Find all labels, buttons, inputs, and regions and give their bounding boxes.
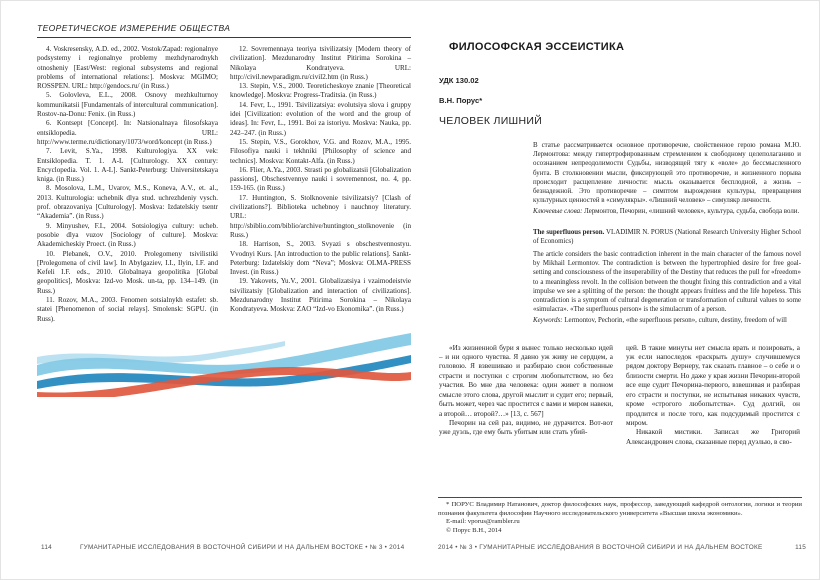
reference-item: 13. Stepin, V.S., 2000. Teoreticheskoye znanie [Theoretical knowledge]. Moskva: Progress-Traditsia. (in Russ.) [230,82,411,100]
references-column-2 [230,45,411,324]
abstract-english: The article considers the basic contradiction inherent in the main character of the famous novel by Mikhail Lermontov. The contradiction is between the hypertrophied desire for free goal-setting and consciousness of the insuperability of the Destiny that reduces the pull for «freedom» to a meaningless revolt. In the collision between the thought fixing this contradiction and a vital impulse we see a splitting of the person: the thought appears fruitless and the life hopeless. This contradiction is a symptom of cultural degeneration or transformation of cultural values to some «simulacra». «The superfluous person» is the simulacrum of a person. [533,251,801,314]
reference-item: 5. Golovleva, E.L., 2008. Osnovy mezhkulturnoy kommunikatsii [Fundamentals of intercultural communication]. Rostov-na-Donu: Fenix. (in Russ.) [37,91,218,119]
page-number-right: 115 [795,544,806,551]
keywords-en-label: Keywords: [533,317,563,325]
keywords-russian [533,207,801,216]
reference-item: 16. Flier, A.Ya., 2003. Strasti po globalizatsii [Globalization passions], Obschestvennye nauki i sovremennost, no. 4, pp. 159-165. (in Russ.) [230,165,411,193]
reference-item: 15. Stepin, V.S., Gorokhov, V.G. and Rozov, M.A., 1995. Filosofiya nauki i tekhniki [Philosophy of science and technics]. Moskva: Kontakt-Alfa. (in Russ.) [230,137,411,165]
abstract-block [533,141,801,326]
reference-item: 7. Levit, S.Ya., 1998. Kulturologiya. XX vek: Entsiklopedia. T. 1. A-L [Culturology. XX century: Encyclopedia. Vol. 1. A-L]. Sankt-Peterburg: Universitetskaya kniga. (in Russ.) [37,147,218,184]
author-name: В.Н. Порус* [439,96,483,105]
abstract-english-heading [533,228,801,246]
left-page [37,23,411,324]
body-column-2 [626,344,800,447]
reference-item: 8. Mosolova, L.M., Uvarov, M.S., Koneva, A.V., et. al., 2013. Kulturologia: uchebnik dlya stud. uchrezhdeniy vysch. prof. obrazovaniya [Culturology]. Moskva: Izdatelskiy tsentr “Akademia”. (in Russ.) [37,184,218,221]
journal-title-footer-left: ГУМАНИТАРНЫЕ ИССЛЕДОВАНИЯ В ВОСТОЧНОЙ СИБИРИ И НА ДАЛЬНЕМ ВОСТОКЕ • № 3 • 2014 [79,544,405,551]
references-section [37,45,411,324]
wave-decoration [37,331,411,397]
right-page-footer [438,544,806,551]
author-english: VLADIMIR N. PORUS (National Research University Higher School of Economics) [533,228,802,245]
journal-title-footer-right: 2014 • № 3 • ГУМАНИТАРНЫЕ ИССЛЕДОВАНИЯ В ВОСТОЧНОЙ СИБИРИ И НА ДАЛЬНЕМ ВОСТОКЕ [438,544,763,551]
abstract-russian: В статье рассматривается основное противоречие, свойственное герою романа М.Ю. Лермонтова: между гипертрофированным стремлением к свободному целеполаганию и осознанием непреодолимости Судьбы, низводящей тягу к «воле» до бессмысленного бунта. В столкновении мысли, фиксирующей это противоречие, и жизненного порыва происходит расщепление личности: мысль оказывается бесплодной, а жизнь – безнадежной. Это противоречие – симптом вырождения культуры, превращения культурных ценностей в «симулякры». «Лишний человек» – симулякр личности. [533,142,801,205]
body-paragraph-quote: «Из жизненной бури я вынес только несколько идей – и ни одного чувства. Я давно уж живу не сердцем, а головою. Я взвешиваю и разбираю свои собственные страсти и поступки с строгим любопытством, но без участия. Во мне два человека: один живет в полном смысле этого слова, другой мыслит и судит его; первый, быть может, через час простится с вами и миром навеки, а второй… второй?…» [13, с. 567] [439,343,613,418]
reference-item: 19. Yakovets, Yu.V., 2001. Globalizatsiya i vzaimodeistvie tsivilizatsiy [Globalization and interaction of civilizations]. Mezdunarodny Institut Pitirima Sorokina – Nikolaya Kondratyeva. Moskva: ZAO “Izd-vo Ekonomika”. (in Russ.) [230,277,411,314]
keywords-english [533,316,801,325]
footnote-bio: * ПОРУС Владимир Натанович, доктор философских наук, профессор, заведующий кафедрой онтологии, логики и теории познания факультета философии Научного исследовательского университета «Высшая школа экономики». [438,501,802,517]
keywords-ru-label: Ключевые слова: [533,208,583,216]
article-title: ЧЕЛОВЕК ЛИШНИЙ [439,115,543,127]
body-paragraph: Никакой мистики. Записал же Григорий Александрович слова, сказанные перед дуэлью, в сво- [626,428,800,446]
reference-item: 17. Huntington, S. Stolknovenie tsivilizatsiy? [Clash of civilizations?]. Biblioteka uchebnoy i nauchnoy literatury. URL: http://sbiblio.com/biblio/archive/huntington_stolknovenie (in Russ.) [230,193,411,239]
references-column-1 [37,45,218,324]
reference-item: 12. Sovremennaya teoriya tsivilizatsiy [Modern theory of civilization]. Mezdunarodny Institut Pitirima Sorokina – Nikolaya Kondratyeva. URL: http://civil.newparadigm.ru/civil2.htm (in Russ.) [230,45,411,81]
reference-item: 10. Plebanek, O.V., 2010. Prolegomeny tsivilistiki [Prolegomena of civil law]. In Abylgaziev, I.I., Ilyin, I.F. and Kefeli I.F. eds., 2010. Globalnaya geopolitika [Global geopolitics], Moskva: Izd-vo Mosk. un-ta, pp. 134–149. (in Russ.) [37,249,218,295]
reference-item: 9. Minyushev, F.I., 2004. Sotsiologiya cultury: ucheb. posobie dlya vuzov [Sociology of culture]. Moskva: Akademicheskiy Proect. (in Russ.) [37,221,218,249]
body-paragraph: Печорин на сей раз, видимо, не дурачится. Вот-вот уже дуэль, где ему быть убитым или стать убий- [439,418,613,437]
udc-number: УДК 130.02 [439,76,479,85]
body-column-1 [439,344,613,447]
article-title-english: The superfluous person. [533,228,605,236]
keywords-en-text: Lermontov, Pechorin, «the superfluous person», culture, destiny, freedom of will [562,317,787,325]
reference-item: 6. Kontsept [Concept]. In: Natsionalnaya filosofskaya entsiklopedia. URL: http://www.terme.ru/dictionary/1073/word/koncept (in Russ.) [37,119,218,146]
page-number-left: 114 [41,544,52,551]
footnote-email: E-mail: vporus@rambler.ru [446,518,520,526]
article-body [439,344,801,447]
reference-item: 18. Harrison, S., 2003. Svyazi s obschestvennostyu. Vvodnyi Kurs. [An introduction to the public relations]. Sankt-Peterburg: Izdatelskiy dom “Neva”; Moskva: OLMA-PRESS Invest. (in Russ.) [230,240,411,277]
left-page-footer [41,544,413,551]
reference-item: 4. Voskresensky, A.D. ed., 2002. Vostok/Zapad: regionalnye podsystemy i regionalnye problemy mezhdynarodnykh otnosheniy [East/West: regional subsystems and regional problems of international relations:]. Moskva: MGIMO; ROSSPEN. URL: http://gendocs.ru/ (in Russ.) [37,45,218,91]
author-footnote [438,497,802,535]
running-head: ТЕОРЕТИЧЕСКОЕ ИЗМЕРЕНИЕ ОБЩЕСТВА [37,23,411,38]
reference-item: 14. Fevr, L., 1991. Tsivilizatsiya: evolutsiya slova i gruppy idei [Civilization: evolution of the word and the group of ideas]. In: Fevr, L., 1991. Boi za istoriyu. Moskva: Nauka, pp. 242–247. (in Russ.) [230,100,411,137]
body-paragraph-continuation: цей. В такие минуты нет смысла врать и позировать, а уж если напоследок «раскрыть душу» случившемуся рядом доктору Вернеру, так сказать главное – о себе и о близости смерти. Но даже у края жизни Печорин-второй все еще судит Печорина-первого, взвешивая и разбирая его страсти и поступки, не испытывая никаких чувств, кроме «строгого любопытства». Суд долгий, он продлится и после того, как подсудимый простится с миром. [626,343,800,427]
reference-item: 11. Rozov, M.A., 2003. Fenomen sotsialnykh estafet: sb. statei [Phenomenon of social relays]. Smolensk: SGPU. (in Russ). [37,296,218,323]
footnote-copyright: © Порус В.Н., 2014 [446,526,502,534]
section-heading: ФИЛОСОФСКАЯ ЭССЕИСТИКА [449,41,625,53]
keywords-ru-text: Лермонтов, Печорин, «лишний человек», культура, судьба, свобода воли. [582,208,800,216]
right-page [439,41,801,447]
